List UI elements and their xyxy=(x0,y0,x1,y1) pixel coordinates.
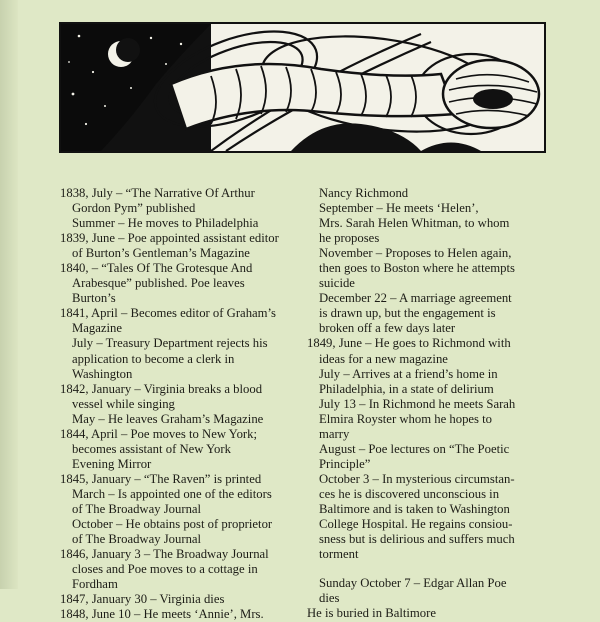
entry-gap xyxy=(307,562,548,576)
header-illustration xyxy=(59,22,546,153)
timeline-entry-line: Philadelphia, in a state of delirium xyxy=(319,381,494,396)
timeline-entry-line: Mrs. Sarah Helen Whitman, to whom xyxy=(319,216,510,231)
timeline-entry-line: July 13 – In Richmond he meets Sarah xyxy=(319,396,516,411)
timeline-entry-heading: 1846, January 3 – The Broadway Journal xyxy=(60,547,269,562)
timeline-entry-line: Summer – He moves to Philadelphia xyxy=(72,216,259,231)
timeline-entry-heading: 1848, June 10 – He meets ‘Annie’, Mrs. xyxy=(60,607,264,622)
timeline-entry-heading: 1841, April – Becomes editor of Graham’s xyxy=(60,306,276,321)
timeline-entry-line: Magazine xyxy=(72,321,123,336)
timeline-entry-line: application to become a clerk in xyxy=(72,351,235,366)
timeline-entry-heading: He is buried in Baltimore xyxy=(307,606,436,621)
timeline-entry-line: Principle” xyxy=(319,456,371,471)
timeline-entry-heading: 1845, January – “The Raven” is printed xyxy=(60,471,262,486)
timeline-entry-line: Evening Mirror xyxy=(72,456,152,471)
timeline-entry-heading: 1847, January 30 – Virginia dies xyxy=(60,592,225,607)
timeline-entry-line: Elmira Royster whom he hopes to xyxy=(319,411,493,426)
timeline-entry-line: October – He obtains post of proprietor xyxy=(72,517,273,532)
timeline-entry-heading: 1844, April – Poe moves to New York; xyxy=(60,426,258,441)
timeline-entry-line: Arabesque” published. Poe leaves xyxy=(72,276,245,291)
page-edge-shadow xyxy=(0,0,18,589)
timeline-entry-line: July – Treasury Department rejects his xyxy=(72,336,268,351)
timeline-entry-line: May – He leaves Graham’s Magazine xyxy=(72,411,264,426)
timeline-entry-line: August – Poe lectures on “The Poetic xyxy=(319,441,510,456)
timeline-entry-line: ideas for a new magazine xyxy=(319,351,448,366)
timeline-entry-line: Burton’s xyxy=(72,291,116,306)
timeline-entry-line: College Hospital. He regains consiou- xyxy=(319,517,513,532)
timeline-entry-heading: 1849, June – He goes to Richmond with xyxy=(307,336,511,351)
timeline-entry-line: vessel while singing xyxy=(72,396,175,411)
timeline-entry-line: Nancy Richmond xyxy=(319,186,409,200)
timeline-entry-line: broken off a few days later xyxy=(319,321,456,336)
timeline-entry-line: October 3 – In mysterious circumstan- xyxy=(319,471,515,486)
engraving-artwork xyxy=(61,24,544,151)
timeline-entry-line: November – Proposes to Helen again, xyxy=(319,246,512,261)
timeline-entry-line: is drawn up, but the engagement is xyxy=(319,306,496,321)
timeline-entry-line: closes and Poe moves to a cottage in xyxy=(72,562,258,577)
timeline-entry-line: suicide xyxy=(319,276,355,291)
timeline-entry-line: Baltimore and is taken to Washington xyxy=(319,501,510,516)
timeline-entry-heading: 1840, – “Tales Of The Grotesque And xyxy=(60,261,253,276)
timeline-entry-line: Sunday October 7 – Edgar Allan Poe xyxy=(319,576,507,591)
timeline-entry-line: March – Is appointed one of the editors xyxy=(72,486,272,501)
timeline-entry-line: sness but is delirious and suffers much xyxy=(319,532,515,547)
timeline-entry-line: marry xyxy=(319,426,350,441)
timeline-right-column xyxy=(307,186,548,621)
timeline-entry-heading: 1842, January – Virginia breaks a blood xyxy=(60,381,263,396)
timeline-entry-line: September – He meets ‘Helen’, xyxy=(319,201,479,216)
timeline-entry-line: he proposes xyxy=(319,231,380,246)
timeline-left-column xyxy=(60,186,295,622)
timeline-entry-line: December 22 – A marriage agreement xyxy=(319,291,512,306)
timeline-entry-line: of The Broadway Journal xyxy=(72,532,202,547)
timeline-entry-heading: 1839, June – Poe appointed assistant editor xyxy=(60,231,279,246)
timeline-entry-heading: 1838, July – “The Narrative Of Arthur xyxy=(60,186,255,200)
timeline-entry-line: dies xyxy=(319,591,340,606)
timeline-entry-line: then goes to Boston where he attempts xyxy=(319,261,515,276)
timeline-entry-line: becomes assistant of New York xyxy=(72,441,231,456)
timeline-entry-line: Gordon Pym” published xyxy=(72,201,196,216)
timeline-entry-line: torment xyxy=(319,547,359,562)
timeline-entry-line: Washington xyxy=(72,366,133,381)
timeline-entry-line: ces he is discovered unconscious in xyxy=(319,486,500,501)
timeline-entry-line: Fordham xyxy=(72,577,118,592)
timeline-entry-line: of The Broadway Journal xyxy=(72,501,202,516)
timeline-entry-line: of Burton’s Gentleman’s Magazine xyxy=(72,246,250,261)
timeline-entry-line: July – Arrives at a friend’s home in xyxy=(319,366,498,381)
